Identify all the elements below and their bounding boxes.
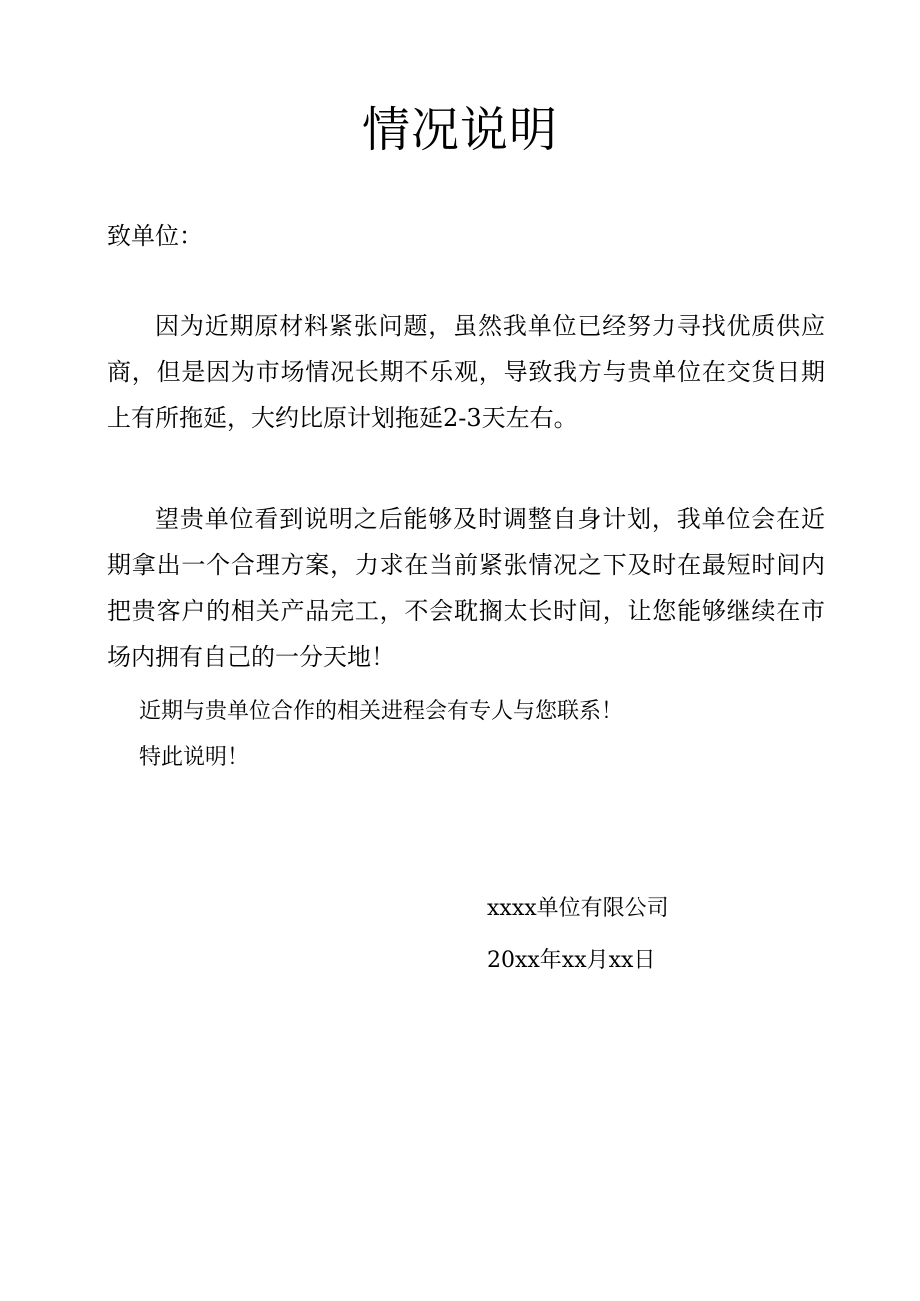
body-paragraph-1: 因为近期原材料紧张问题，虽然我单位已经努力寻找优质供应商，但是因为市场情况长期不乐观，导致我方与贵单位在交货日期上有所拖延，大约比原计划拖延2-3天左右。 [107, 312, 825, 432]
addressee: 致单位： [107, 222, 203, 250]
signature-date: 20xx年xx月xx日 [487, 948, 656, 973]
body-line-closing: 特此说明！ [139, 745, 250, 770]
signature-company: xxxx单位有限公司 [487, 896, 669, 921]
body-line-contact: 近期与贵单位合作的相关进程会有专人与您联系！ [139, 699, 624, 724]
document-title: 情况说明 [361, 102, 558, 158]
body-paragraph-2: 望贵单位看到说明之后能够及时调整自身计划，我单位会在近期拿出一个合理方案，力求在当前紧张情况之下及时在最短时间内把贵客户的相关产品完工，不会耽搁太长时间，让您能够继续在市场内拥有自己的一分天地！ [107, 505, 825, 671]
